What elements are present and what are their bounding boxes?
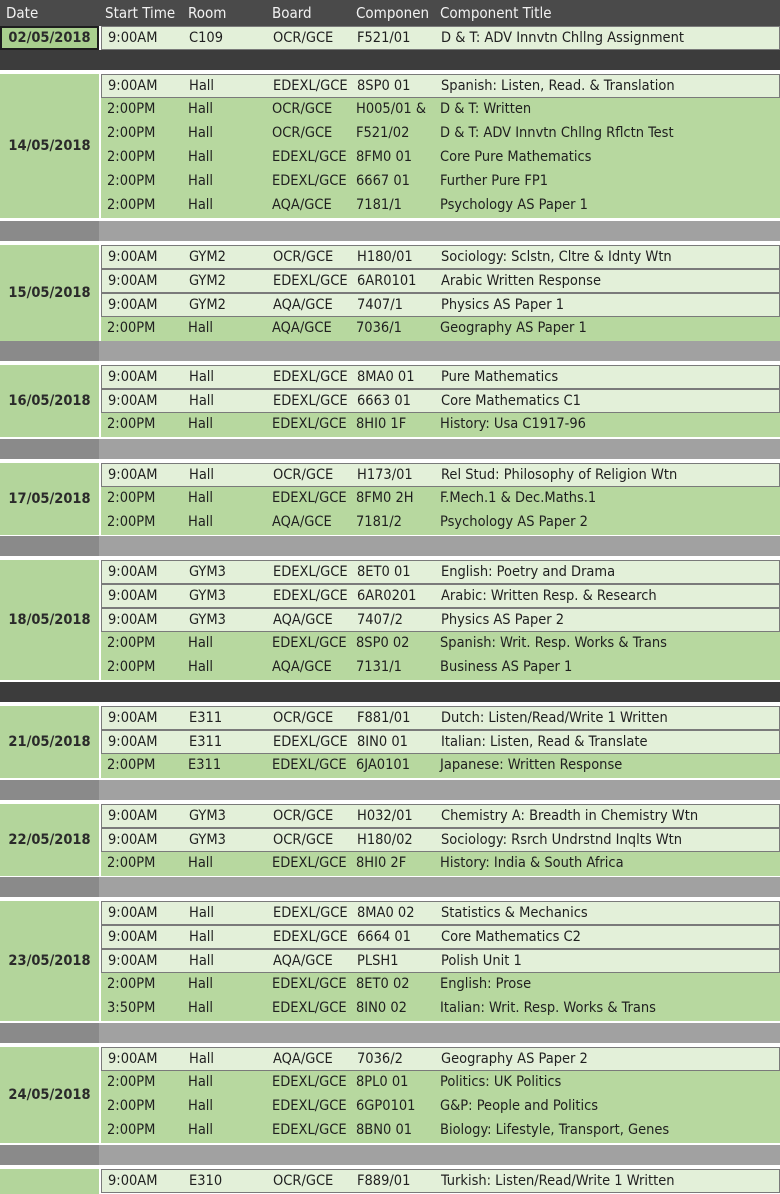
component-cell: 8FM0 01 — [356, 149, 413, 165]
component-cell: 8HI0 1F — [356, 416, 407, 432]
table-row — [101, 925, 780, 949]
table-row — [101, 1169, 780, 1193]
room-cell: Hall — [188, 514, 214, 530]
time-cell: 9:00AM — [108, 249, 158, 265]
date-cell — [0, 1169, 99, 1194]
board-cell: AQA/GCE — [273, 612, 333, 628]
room-cell: Hall — [189, 393, 215, 409]
table-row — [101, 1119, 780, 1143]
component-cell: 6663 01 — [357, 393, 411, 409]
component-cell: 7181/1 — [356, 197, 402, 213]
date-cell: 17/05/2018 — [0, 463, 99, 535]
component-cell: 8ET0 02 — [356, 976, 410, 992]
board-cell: EDEXL/GCE — [272, 1000, 347, 1016]
time-cell: 9:00AM — [108, 1173, 158, 1189]
table-row — [101, 828, 780, 852]
time-cell: 2:00PM — [107, 976, 156, 992]
room-cell: E310 — [189, 1173, 223, 1189]
title-cell: English: Prose — [440, 976, 532, 992]
room-cell: E311 — [188, 757, 222, 773]
time-cell: 2:00PM — [107, 416, 156, 432]
title-cell: Polish Unit 1 — [441, 953, 522, 969]
table-row — [101, 98, 780, 122]
component-cell: F881/01 — [357, 710, 411, 726]
title-cell: D & T: ADV Innvtn Chllng Assignment — [441, 30, 684, 46]
title-cell: Sociology: Rsrch Undrstnd Inqlts Wtn — [441, 832, 683, 848]
board-cell: AQA/GCE — [273, 953, 333, 969]
group-separator — [0, 877, 780, 897]
room-cell: Hall — [188, 197, 214, 213]
room-cell: GYM2 — [189, 297, 226, 313]
title-cell: Business AS Paper 1 — [440, 659, 573, 675]
board-cell: AQA/GCE — [272, 514, 332, 530]
table-row — [101, 754, 780, 778]
time-cell: 9:00AM — [108, 297, 158, 313]
room-cell: Hall — [189, 953, 215, 969]
separator-segment — [0, 221, 99, 241]
time-cell: 2:00PM — [107, 757, 156, 773]
component-cell: F521/01 — [357, 30, 411, 46]
board-cell: EDEXL/GCE — [272, 976, 347, 992]
separator-segment — [0, 780, 99, 800]
table-row — [101, 293, 780, 317]
table-row — [101, 194, 780, 218]
table-row — [101, 1071, 780, 1095]
table-row — [101, 389, 780, 413]
component-cell: 7407/1 — [357, 297, 403, 313]
room-cell: Hall — [188, 173, 214, 189]
board-cell: EDEXL/GCE — [273, 369, 348, 385]
room-cell: E311 — [189, 734, 223, 750]
table-row — [101, 706, 780, 730]
board-cell: EDEXL/GCE — [273, 588, 348, 604]
time-cell: 9:00AM — [108, 467, 158, 483]
time-cell: 9:00AM — [108, 905, 158, 921]
board-cell: EDEXL/GCE — [273, 734, 348, 750]
room-cell: GYM2 — [189, 273, 226, 289]
time-cell: 9:00AM — [108, 710, 158, 726]
separator-segment — [0, 50, 99, 70]
board-cell: EDEXL/GCE — [272, 1098, 347, 1114]
component-cell: 8SP0 01 — [357, 78, 411, 94]
time-cell: 9:00AM — [108, 953, 158, 969]
board-cell: EDEXL/GCE — [272, 149, 347, 165]
room-cell: Hall — [188, 1074, 214, 1090]
component-cell: H005/01 & — [356, 101, 427, 117]
header-component-title: Component Title — [440, 4, 552, 22]
board-cell: AQA/GCE — [272, 320, 332, 336]
room-cell: Hall — [189, 929, 215, 945]
board-cell: AQA/GCE — [272, 197, 332, 213]
board-cell: EDEXL/GCE — [273, 273, 348, 289]
title-cell: Politics: UK Politics — [440, 1074, 562, 1090]
date-cell: 14/05/2018 — [0, 74, 99, 218]
room-cell: Hall — [188, 1000, 214, 1016]
table-row — [101, 852, 780, 876]
table-row — [101, 584, 780, 608]
title-cell: Spanish: Listen, Read. & Translation — [441, 78, 675, 94]
component-cell: PLSH1 — [357, 953, 399, 969]
board-cell: EDEXL/GCE — [272, 757, 347, 773]
table-row — [101, 463, 780, 487]
table-row — [101, 949, 780, 973]
title-cell: D & T: ADV Innvtn Chllng Rflctn Test — [440, 125, 674, 141]
time-cell: 9:00AM — [108, 588, 158, 604]
table-row — [101, 560, 780, 584]
time-cell: 9:00AM — [108, 929, 158, 945]
header-board: Board — [272, 4, 312, 22]
board-cell: EDEXL/GCE — [272, 1074, 347, 1090]
title-cell: Biology: Lifestyle, Transport, Genes — [440, 1122, 670, 1138]
room-cell: Hall — [188, 1098, 214, 1114]
table-row — [101, 365, 780, 389]
time-cell: 2:00PM — [107, 1074, 156, 1090]
group-separator — [0, 1145, 780, 1165]
room-cell: Hall — [188, 1122, 214, 1138]
separator-segment — [0, 341, 99, 361]
table-row — [101, 146, 780, 170]
group-separator — [0, 780, 780, 800]
title-cell: Arabic: Written Resp. & Research — [441, 588, 657, 604]
time-cell: 9:00AM — [108, 734, 158, 750]
group-separator — [0, 50, 780, 70]
room-cell: Hall — [189, 1051, 215, 1067]
time-cell: 9:00AM — [108, 78, 158, 94]
component-cell: 6GP0101 — [356, 1098, 416, 1114]
board-cell: OCR/GCE — [273, 1173, 334, 1189]
time-cell: 2:00PM — [107, 659, 156, 675]
room-cell: Hall — [188, 855, 214, 871]
component-cell: 8BN0 01 — [356, 1122, 413, 1138]
room-cell: Hall — [188, 416, 214, 432]
component-cell: 7407/2 — [357, 612, 403, 628]
component-cell: 6AR0201 — [357, 588, 417, 604]
room-cell: Hall — [188, 635, 214, 651]
room-cell: Hall — [188, 320, 214, 336]
board-cell: OCR/GCE — [273, 832, 334, 848]
title-cell: Spanish: Writ. Resp. Works & Trans — [440, 635, 667, 651]
separator-segment — [0, 439, 99, 459]
room-cell: GYM3 — [189, 564, 226, 580]
group-separator — [0, 1023, 780, 1043]
title-cell: Japanese: Written Response — [440, 757, 623, 773]
board-cell: OCR/GCE — [273, 30, 334, 46]
time-cell: 9:00AM — [108, 273, 158, 289]
component-cell: 8IN0 02 — [356, 1000, 407, 1016]
title-cell: Rel Stud: Philosophy of Religion Wtn — [441, 467, 678, 483]
board-cell: OCR/GCE — [273, 249, 334, 265]
board-cell: EDEXL/GCE — [273, 929, 348, 945]
table-row — [101, 1095, 780, 1119]
header-room: Room — [188, 4, 227, 22]
group-separator — [0, 221, 780, 241]
room-cell: Hall — [188, 490, 214, 506]
table-row — [101, 122, 780, 146]
table-row — [101, 730, 780, 754]
board-cell: OCR/GCE — [273, 808, 334, 824]
board-cell: EDEXL/GCE — [272, 855, 347, 871]
table-row — [101, 269, 780, 293]
table-row — [101, 656, 780, 680]
component-cell: 6JA0101 — [356, 757, 410, 773]
title-cell: Physics AS Paper 1 — [441, 297, 565, 313]
header-start-time: Start Time — [105, 4, 176, 22]
room-cell: GYM3 — [189, 612, 226, 628]
table-row — [101, 245, 780, 269]
time-cell: 9:00AM — [108, 564, 158, 580]
title-cell: Further Pure FP1 — [440, 173, 549, 189]
separator-segment — [0, 536, 99, 556]
room-cell: GYM2 — [189, 249, 226, 265]
room-cell: Hall — [189, 369, 215, 385]
date-cell: 23/05/2018 — [0, 901, 99, 1021]
title-cell: Physics AS Paper 2 — [441, 612, 565, 628]
title-cell: G&P: People and Politics — [440, 1098, 599, 1114]
time-cell: 2:00PM — [107, 197, 156, 213]
table-row — [101, 317, 780, 341]
component-cell: 7181/2 — [356, 514, 402, 530]
title-cell: Core Mathematics C2 — [441, 929, 581, 945]
title-cell: Chemistry A: Breadth in Chemistry Wtn — [441, 808, 699, 824]
room-cell: GYM3 — [189, 808, 226, 824]
table-row — [101, 487, 780, 511]
header-row — [0, 0, 780, 26]
table-row — [101, 26, 780, 50]
title-cell: English: Poetry and Drama — [441, 564, 616, 580]
component-cell: 8SP0 02 — [356, 635, 410, 651]
component-cell: H173/01 — [357, 467, 413, 483]
board-cell: EDEXL/GCE — [273, 564, 348, 580]
title-cell: F.Mech.1 & Dec.Maths.1 — [440, 490, 597, 506]
time-cell: 2:00PM — [107, 514, 156, 530]
time-cell: 2:00PM — [107, 101, 156, 117]
time-cell: 2:00PM — [107, 125, 156, 141]
time-cell: 9:00AM — [108, 369, 158, 385]
title-cell: D & T: Written — [440, 101, 532, 117]
date-cell: 24/05/2018 — [0, 1047, 99, 1143]
component-cell: 7036/2 — [357, 1051, 403, 1067]
component-cell: 8ET0 01 — [357, 564, 411, 580]
time-cell: 9:00AM — [108, 832, 158, 848]
board-cell: EDEXL/GCE — [272, 1122, 347, 1138]
table-row — [101, 804, 780, 828]
component-cell: H032/01 — [357, 808, 413, 824]
room-cell: Hall — [189, 905, 215, 921]
component-cell: 8MA0 01 — [357, 369, 415, 385]
board-cell: EDEXL/GCE — [272, 416, 347, 432]
title-cell: Geography AS Paper 2 — [441, 1051, 588, 1067]
title-cell: History: Usa C1917-96 — [440, 416, 586, 432]
time-cell: 2:00PM — [107, 149, 156, 165]
time-cell: 3:50PM — [107, 1000, 156, 1016]
title-cell: History: India & South Africa — [440, 855, 624, 871]
header-component: Componen — [356, 4, 430, 22]
table-row — [101, 74, 780, 98]
title-cell: Dutch: Listen/Read/Write 1 Written — [441, 710, 668, 726]
room-cell: GYM3 — [189, 832, 226, 848]
title-cell: Core Mathematics C1 — [441, 393, 581, 409]
board-cell: EDEXL/GCE — [272, 173, 347, 189]
board-cell: EDEXL/GCE — [273, 78, 348, 94]
title-cell: Geography AS Paper 1 — [440, 320, 587, 336]
date-cell: 02/05/2018 — [0, 26, 99, 50]
component-cell: 8MA0 02 — [357, 905, 415, 921]
group-separator — [0, 341, 780, 361]
component-cell: 7036/1 — [356, 320, 402, 336]
component-cell: 8FM0 2H — [356, 490, 414, 506]
title-cell: Statistics & Mechanics — [441, 905, 588, 921]
room-cell: Hall — [188, 101, 214, 117]
title-cell: Sociology: Sclstn, Cltre & Idnty Wtn — [441, 249, 672, 265]
date-cell: 22/05/2018 — [0, 804, 99, 876]
board-cell: EDEXL/GCE — [273, 905, 348, 921]
table-row — [101, 632, 780, 656]
board-cell: OCR/GCE — [272, 125, 333, 141]
separator-segment — [0, 1145, 99, 1165]
table-row — [101, 608, 780, 632]
board-cell: AQA/GCE — [273, 297, 333, 313]
component-cell: F521/02 — [356, 125, 410, 141]
group-separator — [0, 439, 780, 459]
date-cell: 15/05/2018 — [0, 245, 99, 341]
table-row — [101, 413, 780, 437]
board-cell: OCR/GCE — [272, 101, 333, 117]
table-row — [101, 511, 780, 535]
board-cell: AQA/GCE — [272, 659, 332, 675]
board-cell: EDEXL/GCE — [272, 490, 347, 506]
time-cell: 9:00AM — [108, 612, 158, 628]
room-cell: C109 — [189, 30, 224, 46]
date-cell: 16/05/2018 — [0, 365, 99, 437]
component-cell: 6AR0101 — [357, 273, 417, 289]
time-cell: 2:00PM — [107, 173, 156, 189]
room-cell: Hall — [188, 976, 214, 992]
title-cell: Italian: Listen, Read & Translate — [441, 734, 648, 750]
time-cell: 2:00PM — [107, 490, 156, 506]
table-row — [101, 973, 780, 997]
time-cell: 2:00PM — [107, 1098, 156, 1114]
component-cell: F889/01 — [357, 1173, 411, 1189]
component-cell: 7131/1 — [356, 659, 402, 675]
date-cell: 18/05/2018 — [0, 560, 99, 680]
time-cell: 2:00PM — [107, 320, 156, 336]
title-cell: Italian: Writ. Resp. Works & Trans — [440, 1000, 656, 1016]
component-cell: 6664 01 — [357, 929, 411, 945]
separator-segment — [0, 1023, 99, 1043]
header-date: Date — [6, 4, 39, 22]
title-cell: Arabic Written Response — [441, 273, 601, 289]
time-cell: 9:00AM — [108, 808, 158, 824]
board-cell: OCR/GCE — [273, 710, 334, 726]
time-cell: 9:00AM — [108, 393, 158, 409]
component-cell: 8IN0 01 — [357, 734, 408, 750]
title-cell: Core Pure Mathematics — [440, 149, 592, 165]
table-row — [101, 997, 780, 1021]
component-cell: 8HI0 2F — [356, 855, 407, 871]
group-separator — [0, 536, 780, 556]
title-cell: Psychology AS Paper 2 — [440, 514, 588, 530]
room-cell: GYM3 — [189, 588, 226, 604]
separator-segment — [0, 877, 99, 897]
component-cell: 8PL0 01 — [356, 1074, 409, 1090]
table-row — [101, 170, 780, 194]
room-cell: Hall — [189, 78, 215, 94]
room-cell: Hall — [189, 467, 215, 483]
title-cell: Pure Mathematics — [441, 369, 559, 385]
board-cell: OCR/GCE — [273, 467, 334, 483]
time-cell: 2:00PM — [107, 855, 156, 871]
time-cell: 2:00PM — [107, 1122, 156, 1138]
board-cell: EDEXL/GCE — [273, 393, 348, 409]
component-cell: H180/02 — [357, 832, 413, 848]
component-cell: H180/01 — [357, 249, 413, 265]
room-cell: Hall — [188, 659, 214, 675]
room-cell: E311 — [189, 710, 223, 726]
time-cell: 9:00AM — [108, 1051, 158, 1067]
title-cell: Psychology AS Paper 1 — [440, 197, 588, 213]
separator-segment — [0, 682, 99, 702]
component-cell: 6667 01 — [356, 173, 410, 189]
board-cell: EDEXL/GCE — [272, 635, 347, 651]
date-cell: 21/05/2018 — [0, 706, 99, 778]
table-row — [101, 901, 780, 925]
group-separator — [0, 682, 780, 702]
room-cell: Hall — [188, 125, 214, 141]
time-cell: 2:00PM — [107, 635, 156, 651]
time-cell: 9:00AM — [108, 30, 158, 46]
board-cell: AQA/GCE — [273, 1051, 333, 1067]
table-row — [101, 1047, 780, 1071]
room-cell: Hall — [188, 149, 214, 165]
title-cell: Turkish: Listen/Read/Write 1 Written — [441, 1173, 675, 1189]
